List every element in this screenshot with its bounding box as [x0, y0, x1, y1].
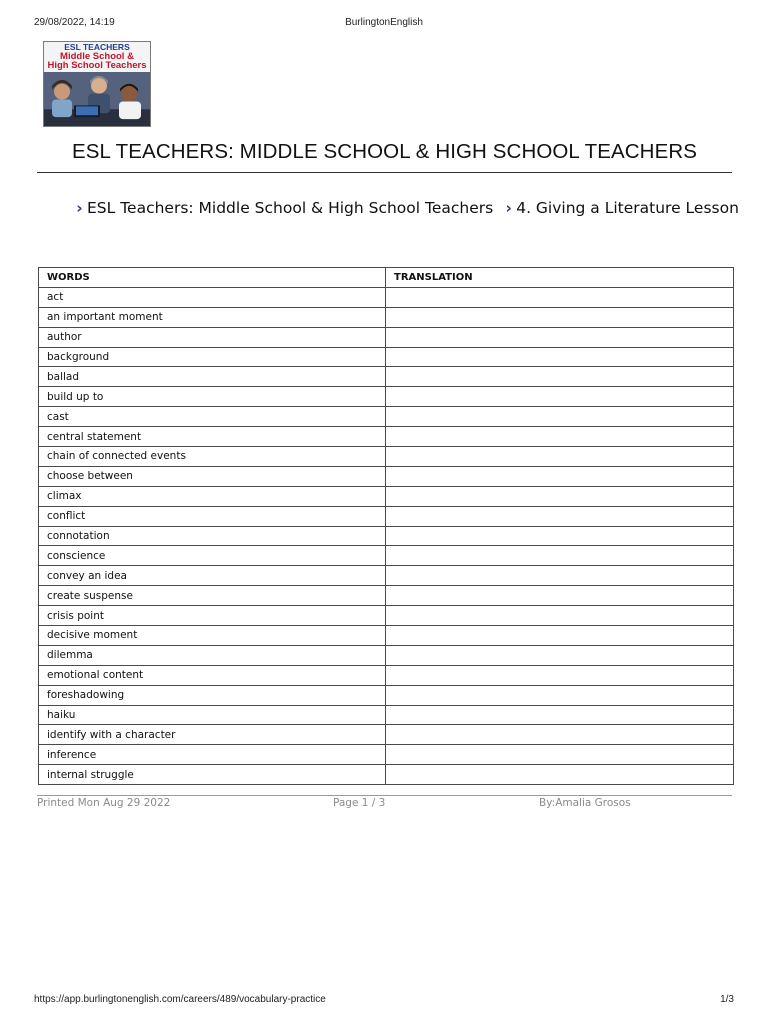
translation-cell [386, 327, 734, 347]
word-cell: convey an idea [39, 566, 386, 586]
table-row [39, 327, 734, 347]
table-row [39, 287, 734, 307]
word-cell: create suspense [39, 586, 386, 606]
translation-cell [386, 626, 734, 646]
page-footer [37, 797, 732, 811]
word-cell: emotional content [39, 665, 386, 685]
table-row [39, 626, 734, 646]
translation-cell [386, 705, 734, 725]
table-row [39, 367, 734, 387]
table-row [39, 685, 734, 705]
table-row [39, 387, 734, 407]
author-credit: By:Amalia Grosos [539, 797, 631, 809]
table-row [39, 466, 734, 486]
translation-cell [386, 307, 734, 327]
word-cell: ballad [39, 367, 386, 387]
table-row [39, 645, 734, 665]
words-column-header: WORDS [39, 268, 386, 288]
word-cell: conflict [39, 506, 386, 526]
word-cell: inference [39, 745, 386, 765]
translation-cell [386, 665, 734, 685]
word-cell: author [39, 327, 386, 347]
word-cell: choose between [39, 466, 386, 486]
print-page-count: 1/3 [720, 994, 734, 1005]
translation-cell [386, 387, 734, 407]
title-divider [37, 172, 732, 173]
table-row [39, 526, 734, 546]
word-cell: an important moment [39, 307, 386, 327]
translation-cell [386, 427, 734, 447]
print-datetime: 29/08/2022, 14:19 [34, 17, 115, 28]
table-row [39, 546, 734, 566]
word-cell: foreshadowing [39, 685, 386, 705]
translation-cell [386, 725, 734, 745]
chevron-right-icon: › [76, 199, 83, 217]
course-thumbnail-title [44, 42, 150, 73]
word-cell: cast [39, 407, 386, 427]
table-row [39, 447, 734, 467]
word-cell: dilemma [39, 645, 386, 665]
table-row [39, 347, 734, 367]
vocabulary-table [38, 267, 734, 785]
page-title: ESL TEACHERS: MIDDLE SCHOOL & HIGH SCHOOL TEACHERS [71, 140, 698, 163]
word-cell: build up to [39, 387, 386, 407]
translation-cell [386, 566, 734, 586]
translation-cell [386, 546, 734, 566]
word-cell: climax [39, 486, 386, 506]
table-row [39, 745, 734, 765]
translation-cell [386, 685, 734, 705]
table-row [39, 506, 734, 526]
translation-cell [386, 407, 734, 427]
course-thumbnail-photo [44, 72, 150, 126]
print-url: https://app.burlingtonenglish.com/careers/489/vocabulary-practice [34, 994, 326, 1005]
translation-cell [386, 466, 734, 486]
chevron-right-icon: › [505, 199, 512, 217]
table-row [39, 665, 734, 685]
translation-cell [386, 506, 734, 526]
word-cell: crisis point [39, 606, 386, 626]
table-row [39, 765, 734, 785]
breadcrumb [74, 199, 749, 217]
course-thumbnail-line3: High School Teachers [47, 60, 147, 71]
table-row [39, 586, 734, 606]
translation-cell [386, 447, 734, 467]
table-row [39, 427, 734, 447]
vocabulary-table-body [39, 287, 734, 784]
translation-cell [386, 606, 734, 626]
course-thumbnail-line2: Middle School & [60, 51, 134, 62]
word-cell: internal struggle [39, 765, 386, 785]
table-row [39, 606, 734, 626]
word-cell: identify with a character [39, 725, 386, 745]
word-cell: haiku [39, 705, 386, 725]
table-row [39, 307, 734, 327]
translation-cell [386, 645, 734, 665]
translation-cell [386, 586, 734, 606]
translation-cell [386, 367, 734, 387]
breadcrumb-lesson[interactable]: 4. Giving a Literature Lesson [516, 199, 739, 217]
page-number: Page 1 / 3 [333, 797, 386, 809]
course-thumbnail-line1: ESL TEACHERS [64, 42, 130, 52]
translation-cell [386, 347, 734, 367]
table-row [39, 705, 734, 725]
print-site-title: BurlingtonEnglish [345, 17, 423, 28]
print-header [34, 17, 734, 31]
word-cell: act [39, 287, 386, 307]
translation-cell [386, 526, 734, 546]
word-cell: background [39, 347, 386, 367]
print-footer [34, 994, 734, 1008]
table-row [39, 566, 734, 586]
table-row [39, 486, 734, 506]
translation-cell [386, 287, 734, 307]
word-cell: conscience [39, 546, 386, 566]
translation-cell [386, 486, 734, 506]
breadcrumb-course[interactable]: ESL Teachers: Middle School & High School Teachers [87, 199, 494, 217]
translation-cell [386, 745, 734, 765]
table-row [39, 407, 734, 427]
translation-cell [386, 765, 734, 785]
table-row [39, 725, 734, 745]
printed-date: Printed Mon Aug 29 2022 [37, 797, 171, 809]
word-cell: connotation [39, 526, 386, 546]
translation-column-header: TRANSLATION [386, 268, 734, 288]
word-cell: decisive moment [39, 626, 386, 646]
course-thumbnail [43, 41, 151, 127]
word-cell: central statement [39, 427, 386, 447]
word-cell: chain of connected events [39, 447, 386, 467]
table-header-row [39, 268, 734, 288]
footer-divider [37, 795, 732, 796]
